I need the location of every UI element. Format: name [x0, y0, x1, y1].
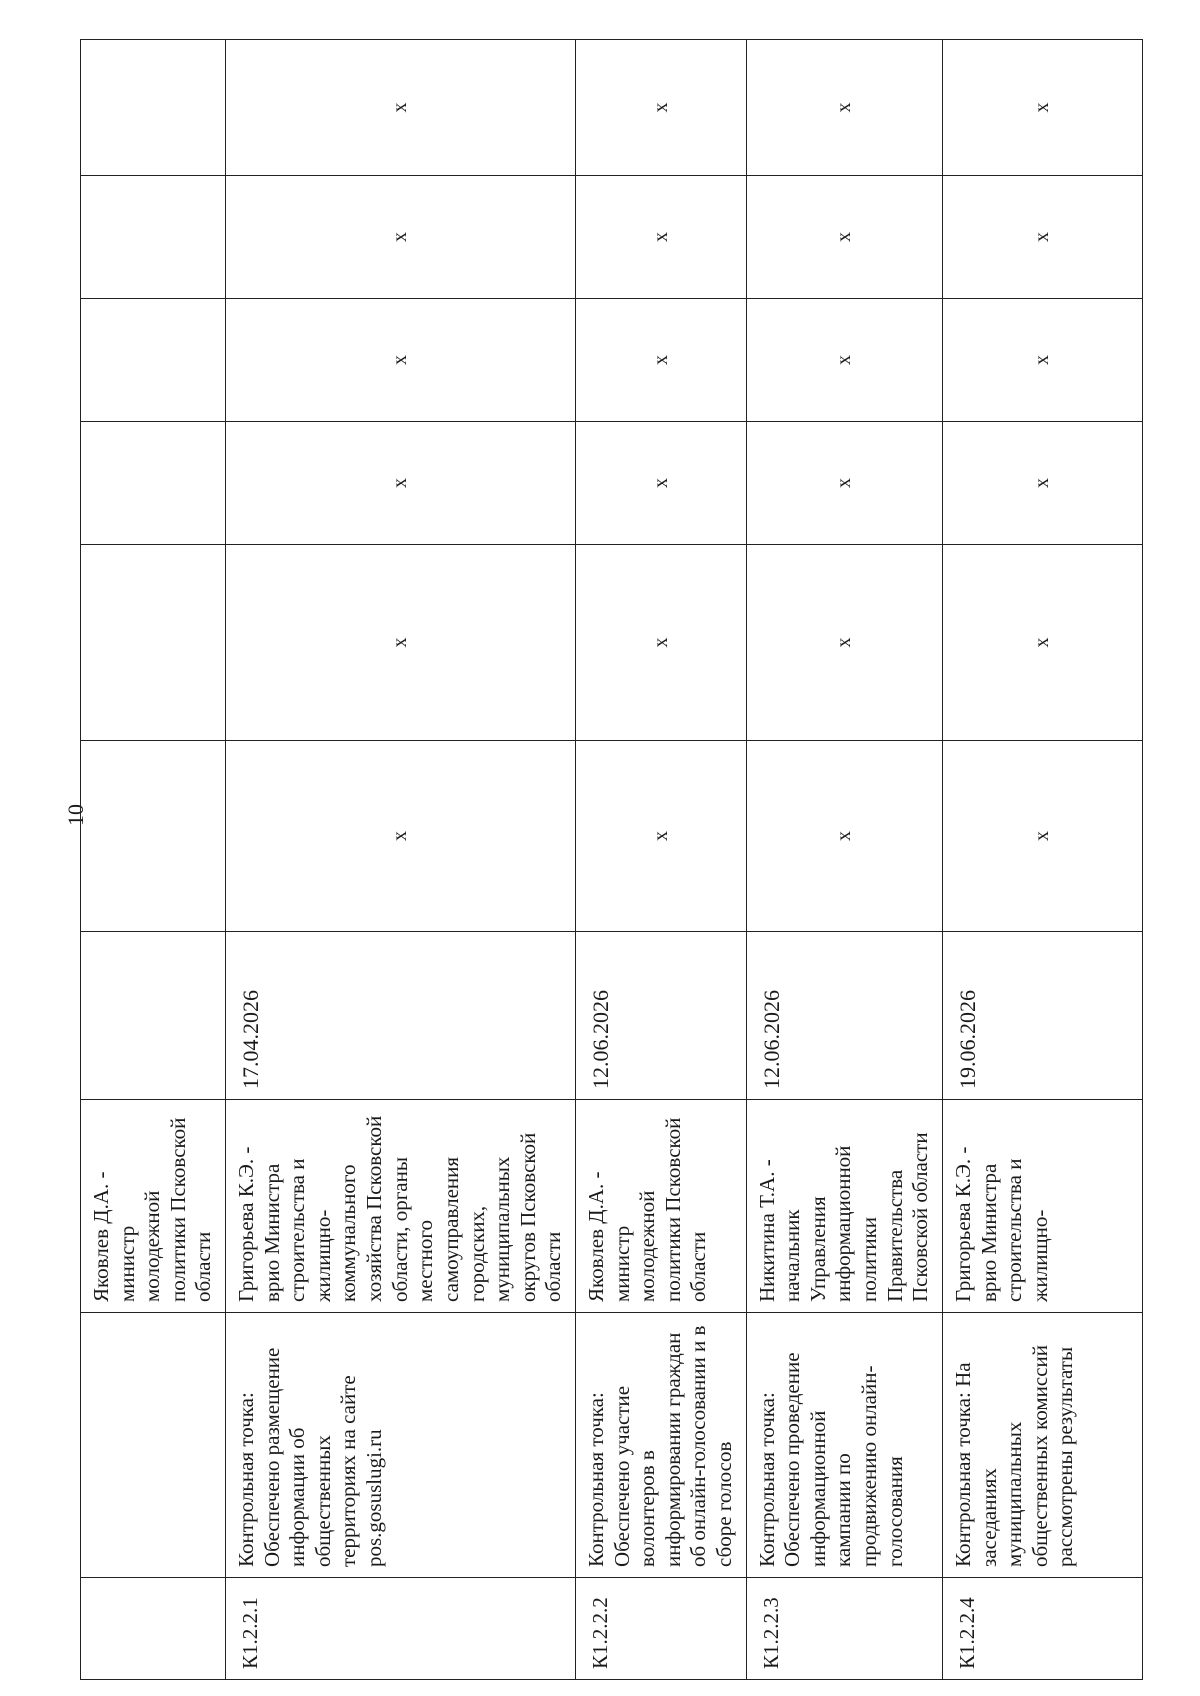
mark-cell: x: [575, 40, 746, 176]
date-cell: 12.06.2026: [575, 932, 746, 1100]
page-number: 10: [63, 804, 88, 826]
mark-cell: x: [942, 40, 1142, 176]
empty-cell: [81, 40, 226, 176]
responsible-cell: Григорьева К.Э. - врио Министра строительства и жилищно-коммунального хозяйства Псковской области, органы местного самоуправления городских, муниципальных округов Псковской области: [226, 1100, 576, 1313]
mark-cell: x: [746, 741, 942, 932]
responsible-cell: Григорьева К.Э. - врио Министра строительства и жилищно-: [942, 1100, 1142, 1313]
table-row: [226, 40, 576, 1680]
control-points-table-wrapper: [80, 40, 1078, 1680]
mark-cell: x: [575, 422, 746, 545]
mark-cell: x: [575, 545, 746, 741]
code-cell: [81, 1578, 226, 1680]
responsible-cell: Никитина Т.А. - начальник Управления информационной политики Правительства Псковской области: [746, 1100, 942, 1313]
description-cell: Контрольная точка: На заседаниях муниципальных общественных комиссий рассмотрены результаты: [942, 1313, 1142, 1578]
date-cell: 19.06.2026: [942, 932, 1142, 1100]
mark-cell: x: [942, 422, 1142, 545]
mark-cell: x: [226, 176, 576, 299]
mark-cell: x: [575, 299, 746, 422]
mark-cell: x: [746, 40, 942, 176]
mark-cell: x: [942, 741, 1142, 932]
date-cell: 17.04.2026: [226, 932, 576, 1100]
mark-cell: x: [226, 299, 576, 422]
description-cell: Контрольная точка: Обеспечено проведение информационной кампании по продвижению онлайн-голосования: [746, 1313, 942, 1578]
control-points-table: [80, 39, 1143, 1680]
description-cell: Контрольная точка: Обеспечено участие волонтеров в информировании граждан об онлайн-голосовании и в сборе голосов: [575, 1313, 746, 1578]
mark-cell: x: [226, 40, 576, 176]
code-cell: К1.2.2.4: [942, 1578, 1142, 1680]
responsible-cell: Яковлев Д.А. - министр молодежной политики Псковской области: [81, 1100, 226, 1313]
empty-cell: [81, 545, 226, 741]
mark-cell: x: [575, 741, 746, 932]
empty-cell: [81, 299, 226, 422]
mark-cell: x: [942, 299, 1142, 422]
mark-cell: x: [942, 545, 1142, 741]
empty-cell: [81, 176, 226, 299]
table-row: [81, 40, 226, 1680]
table-row: [746, 40, 942, 1680]
code-cell: К1.2.2.1: [226, 1578, 576, 1680]
empty-cell: [81, 741, 226, 932]
mark-cell: x: [226, 741, 576, 932]
mark-cell: x: [226, 545, 576, 741]
mark-cell: x: [942, 176, 1142, 299]
mark-cell: x: [746, 545, 942, 741]
mark-cell: x: [746, 299, 942, 422]
code-cell: К1.2.2.2: [575, 1578, 746, 1680]
empty-cell: [81, 422, 226, 545]
mark-cell: x: [746, 176, 942, 299]
mark-cell: x: [575, 176, 746, 299]
table-row: [942, 40, 1142, 1680]
mark-cell: x: [226, 422, 576, 545]
description-cell: Контрольная точка: Обеспечено размещение информации об общественных территориях на сайте pos.gosuslugi.ru: [226, 1313, 576, 1578]
mark-cell: x: [746, 422, 942, 545]
responsible-cell: Яковлев Д.А. - министр молодежной политики Псковской области: [575, 1100, 746, 1313]
date-cell: 12.06.2026: [746, 932, 942, 1100]
table-row: [575, 40, 746, 1680]
date-cell: [81, 932, 226, 1100]
code-cell: К1.2.2.3: [746, 1578, 942, 1680]
description-cell: [81, 1313, 226, 1578]
